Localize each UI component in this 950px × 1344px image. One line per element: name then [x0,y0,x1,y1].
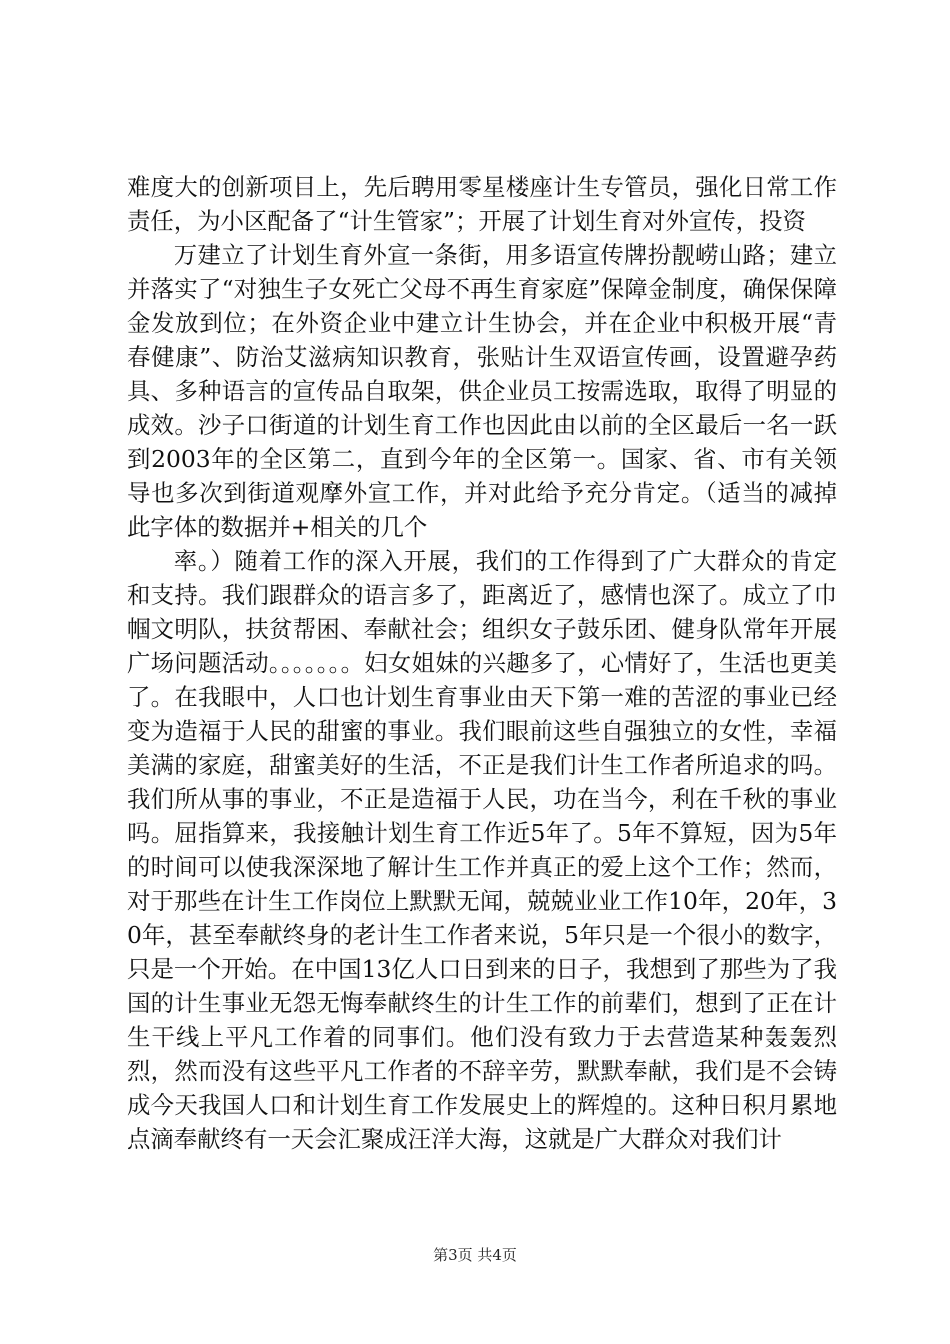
paragraph: 万建立了计划生育外宣一条街，用多语宣传牌扮靓崂山路；建立并落实了“对独生子女死亡父母不再生育家庭”保障金制度，确保保障金发放到位；在外资企业中建立计生协会，并在企业中积极开展“青春健康”、防治艾滋病知识教育，张贴计生双语宣传画，设置避孕药具、多种语言的宣传品自取架，供企业员工按需选取，取得了明显的成效。沙子口街道的计划生育工作也因此由以前的全区最后一名一跃到2003年的全区第二，直到今年的全区第一。国家、省、市有关领导也多次到街道观摩外宣工作，并对此给予充分肯定。（适当的减掉此字体的数据并+相关的几个 [127,241,837,541]
page-number-label: 第3页 共4页 [433,1246,517,1264]
paragraph: 率。）随着工作的深入开展，我们的工作得到了广大群众的肯定和支持。我们跟群众的语言多了，距离近了，感情也深了。成立了巾帼文明队，扶贫帮困、奉献社会；组织女子鼓乐团、健身队常年开展广场问题活动。。。。。。。妇女姐妹的兴趣多了，心情好了，生活也更美了。在我眼中，人口也计划生育事业由天下第一难的苦涩的事业已经变为造福于人民的甜蜜的事业。我们眼前这些自强独立的女性，幸福美满的家庭，甜蜜美好的生活，不正是我们计生工作者所追求的吗。我们所从事的事业，不正是造福于人民，功在当今，利在千秋的事业吗。屈指算来，我接触计划生育工作近5年了。5年不算短，因为5年的时间可以使我深深地了解计生工作并真正的爱上这个工作；然而，对于那些在计生工作岗位上默默无闻，兢兢业业工作10年，20年，30年，甚至奉献终身的老计生工作者来说，5年只是一个很小的数字，只是一个开始。在中国13亿人口日到来的日子，我想到了那些为了我国的计生事业无怨无悔奉献终生的计生工作的前辈们，想到了正在计生干线上平凡工作着的同事们。他们没有致力于去营造某种轰轰烈烈，然而没有这些平凡工作者的不辞辛劳，默默奉献，我们是不会铸成今天我国人口和计划生育工作发展史上的辉煌的。这种日积月累地点滴奉献终有一天会汇聚成汪洋大海，这就是广大群众对我们计 [127,547,837,1153]
page-footer [0,1245,950,1265]
paragraph: 难度大的创新项目上，先后聘用零星楼座计生专管员，强化日常工作责任，为小区配备了“计生管家”；开展了计划生育对外宣传，投资 [127,173,837,235]
document-body [127,170,837,1156]
